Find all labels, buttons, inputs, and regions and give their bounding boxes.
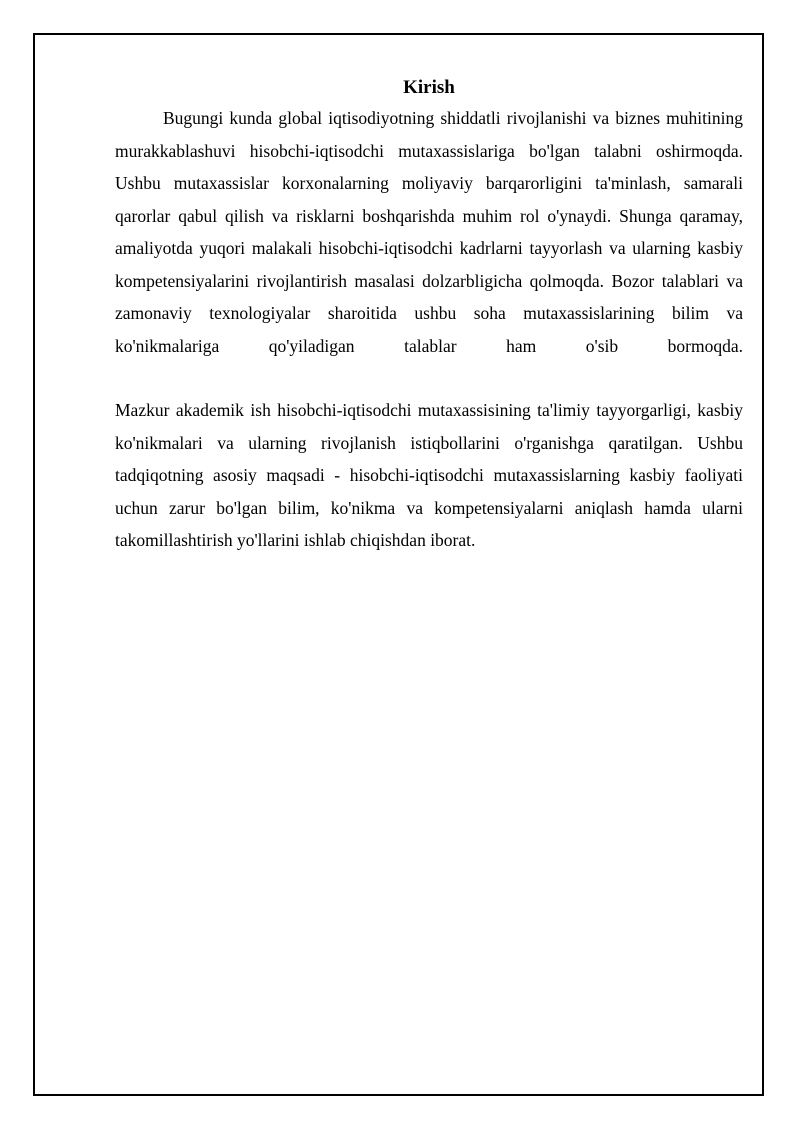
paragraph-purpose: Mazkur akademik ish hisobchi-iqtisodchi mutaxassisining ta'limiy tayyorgarligi, kasbiy ko'nikmalari va ularning rivojlanish istiqbollarini o'rganishga qaratilgan. Ushbu tadqiqotning asosiy maqsadi - hisobchi-iqtisodchi mutaxassislarning kasbiy faoliyati uchun zarur bo'lgan bilim, ko'nikma va kompetensiyalarni aniqlash hamda ularni takomillashtirish yo'llarini ishlab chiqishdan iborat. <box>115 400 743 550</box>
paragraph-introduction: Bugungi kunda global iqtisodiyotning shiddatli rivojlanishi va biznes muhitining murakkablashuvi hisobchi-iqtisodchi mutaxassislariga bo'lgan talabni oshirmoqda. Ushbu mutaxassislar korxonalarning moliyaviy barqarorligini ta'minlash, samarali qarorlar qabul qilish va risklarni boshqarishda muhim rol o'ynaydi. Shunga qaramay, amaliyotda yuqori malakali hisobchi-iqtisodchi kadrlarni tayyorlash va ularning kasbiy kompetensiyalarini rivojlantirish masalasi dolzarbligicha qolmoqda. Bozor talablari va zamonaviy texnologiyalar sharoitida ushbu soha mutaxassislarining bilim va ko'nikmalariga qo'yiladigan talablar ham o'sib bormoqda. <box>115 108 743 356</box>
document-body <box>115 74 743 557</box>
document-title: Kirish <box>403 77 455 98</box>
paragraph-spacer <box>115 362 743 394</box>
